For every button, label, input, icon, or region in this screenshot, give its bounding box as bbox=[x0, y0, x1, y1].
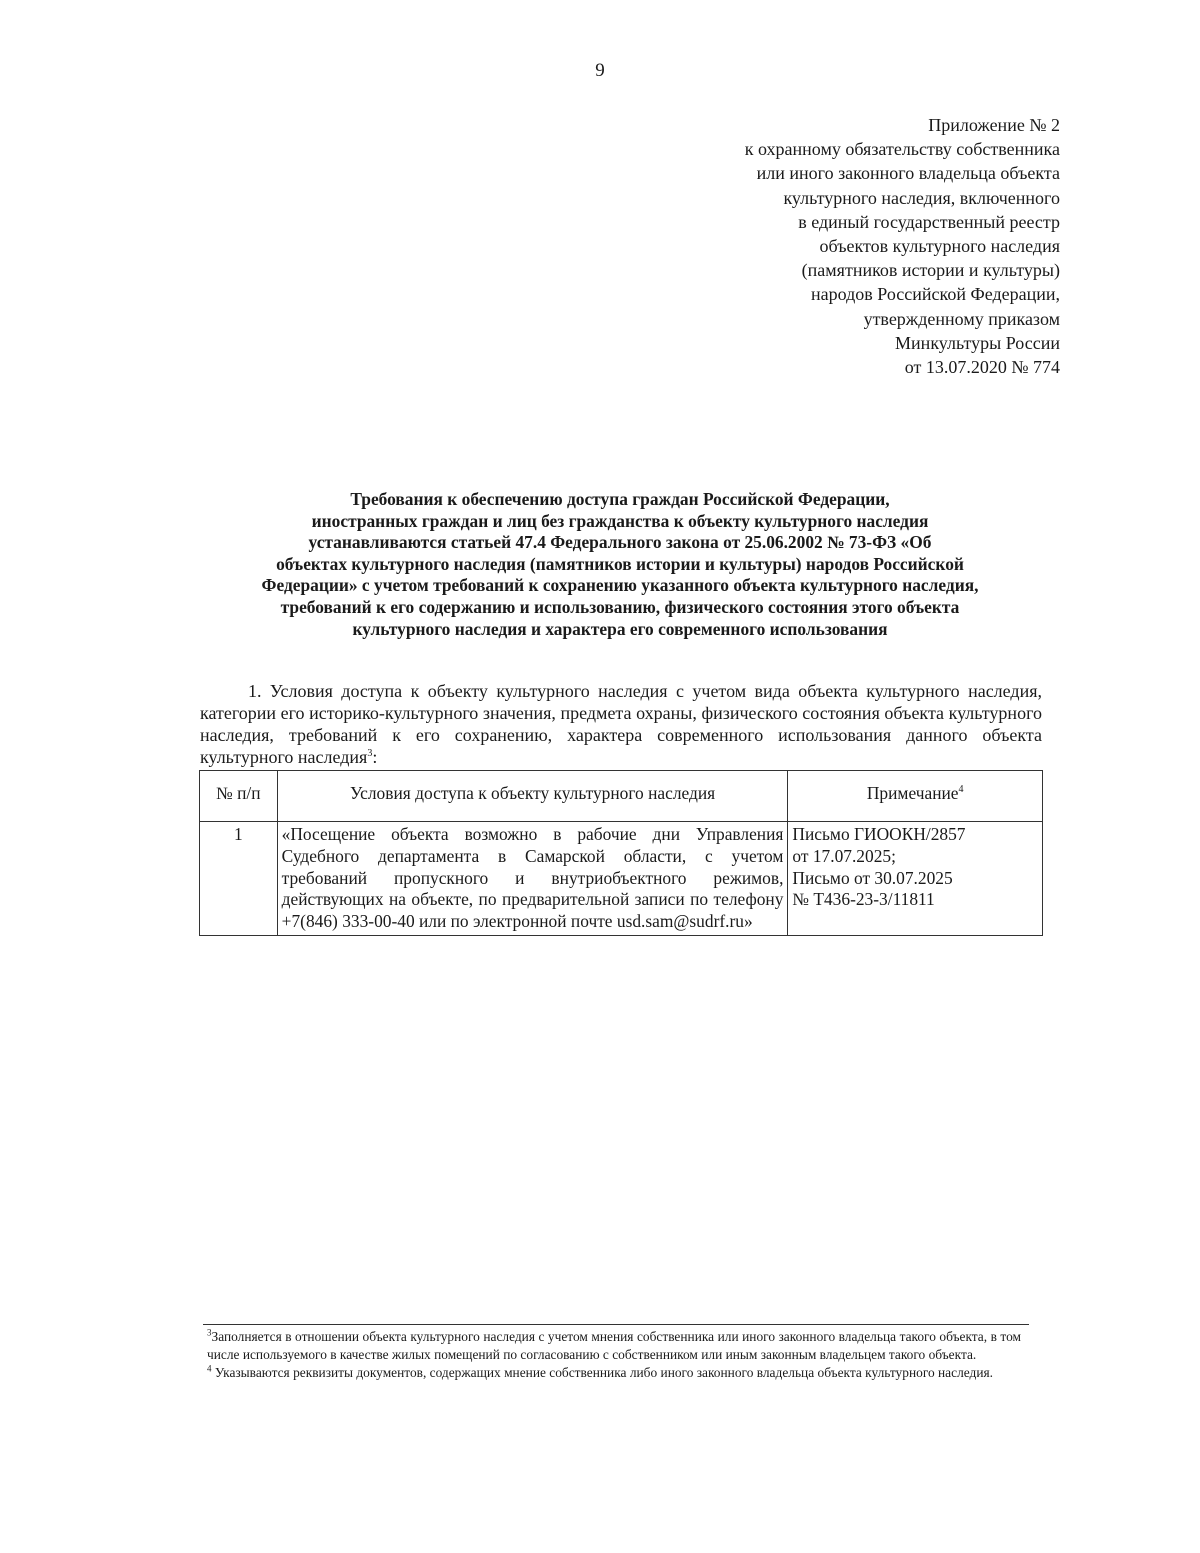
intro-text: 1. Условия доступа к объекту культурного наследия с учетом вида объекта культурного наследия, категории его историко-культурного значения, предмета охраны, физического состояния объекта культурного наследия, требований к его сохранению, характера современного использования данного объекта культурного наследия bbox=[200, 681, 1042, 767]
appendix-line: (памятников истории и культуры) bbox=[801, 260, 1060, 281]
appendix-line: объектов культурного наследия bbox=[819, 236, 1060, 257]
appendix-line: Приложение № 2 bbox=[928, 115, 1060, 135]
title-line: устанавливаются статьей 47.4 Федерального закона от 25.06.2002 № 73-ФЗ «Об bbox=[308, 532, 932, 553]
appendix-line: или иного законного владельца объекта bbox=[756, 163, 1060, 184]
title-line: требований к его содержанию и использованию, физического состояния этого объекта bbox=[280, 596, 960, 617]
row-note bbox=[788, 822, 1043, 936]
note-line: Письмо от 30.07.2025 bbox=[792, 867, 953, 888]
table-row bbox=[200, 822, 1043, 936]
footnote-mark: 3 bbox=[207, 1327, 212, 1338]
title-line: иностранных граждан и лиц без гражданства к объекту культурного наследия bbox=[311, 510, 929, 531]
appendix-line: от 13.07.2020 № 774 bbox=[904, 357, 1060, 378]
footnote-text: Заполняется в отношении объекта культурного наследия с учетом мнения собственника или иного законного владельца такого объекта, в том числе используемого в качестве жилых помещений по согласованию с собственником или иным законным владельцем такого объекта. bbox=[207, 1329, 1021, 1363]
header-note-label: Примечание bbox=[866, 783, 959, 803]
title-line: Федерации» с учетом требований к сохранению указанного объекта культурного наследия, bbox=[261, 575, 979, 596]
appendix-line: культурного наследия, включенного bbox=[783, 187, 1060, 208]
appendix-line: Минкультуры России bbox=[895, 332, 1060, 353]
appendix-line: к охранному обязательству собственника bbox=[744, 139, 1060, 160]
appendix-line: в единый государственный реестр bbox=[798, 211, 1060, 232]
footnote-divider bbox=[203, 1324, 1029, 1325]
appendix-line: утвержденному приказом bbox=[863, 308, 1060, 329]
title-line: Требования к обеспечению доступа граждан Российской Федерации, bbox=[350, 489, 890, 509]
intro-paragraph bbox=[200, 680, 1042, 768]
title-line: культурного наследия и характера его современного использования bbox=[352, 618, 888, 639]
header-num: № п/п bbox=[200, 771, 278, 822]
footnote-mark: 4 bbox=[207, 1363, 212, 1374]
title-line: объектах культурного наследия (памятников истории и культуры) народов Российской bbox=[276, 553, 964, 574]
header-conditions: Условия доступа к объекту культурного наследия bbox=[277, 771, 788, 822]
appendix-line: народов Российской Федерации, bbox=[811, 284, 1060, 305]
row-conditions: «Посещение объекта возможно в рабочие дни Управления Судебного департамента в Самарской области, с учетом требований пропускного и внутриобъектного режимов, действующих на объекте, по предварительной записи по телефону +7(846) 333-00-40 или по электронной почте usd.sam@sudrf.ru» bbox=[277, 822, 788, 936]
footnote-ref-4: 4 bbox=[958, 784, 964, 796]
footnotes bbox=[207, 1328, 1021, 1383]
document-title bbox=[196, 489, 1044, 640]
footnote-text: Указываются реквизиты документов, содержащих мнение собственника либо иного законного владельца объекта культурного наследия. bbox=[211, 1365, 994, 1381]
intro-end: : bbox=[372, 747, 378, 767]
note-line: № Т436-23-3/11811 bbox=[792, 889, 935, 910]
footnote-3 bbox=[207, 1328, 1021, 1364]
note-line: Письмо ГИООКН/2857 bbox=[792, 824, 966, 844]
page-number: 9 bbox=[595, 60, 605, 81]
table-header-row bbox=[200, 771, 1043, 822]
note-line: от 17.07.2025; bbox=[792, 845, 896, 866]
access-conditions-table bbox=[199, 770, 1043, 936]
row-num: 1 bbox=[200, 822, 278, 936]
header-note bbox=[788, 771, 1043, 822]
appendix-header bbox=[640, 113, 1060, 379]
footnote-4 bbox=[207, 1364, 1021, 1382]
footnote-ref-3: 3 bbox=[367, 748, 373, 759]
